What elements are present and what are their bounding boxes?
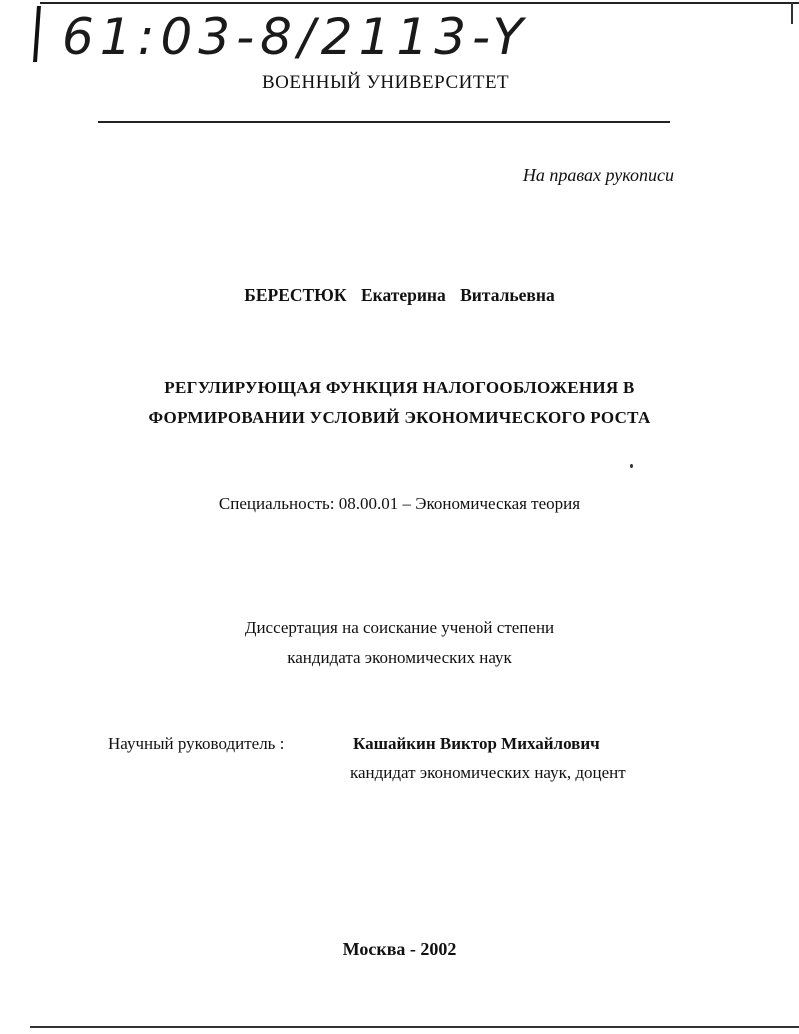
manuscript-rights-note: На правах рукописи xyxy=(522,165,674,185)
degree-line: Диссертация на соискание ученой степени xyxy=(244,618,555,637)
city-year: Москва - 2002 xyxy=(342,939,457,959)
scan-edge-mark xyxy=(33,6,41,62)
scan-speck xyxy=(630,464,633,468)
thesis-title xyxy=(0,373,799,433)
author-name: БЕРЕСТЮК Екатерина Витальевна xyxy=(244,285,555,305)
supervisor-label: Научный руководитель : xyxy=(108,734,285,753)
scan-edge-bottom xyxy=(30,1026,799,1028)
degree-line: кандидата экономических наук xyxy=(287,648,512,667)
specialty-line: Специальность: 08.00.01 – Экономическая теория xyxy=(218,494,581,513)
handwritten-archive-code: 61:03-8/2113-Y xyxy=(62,8,529,66)
thesis-title-line: ФОРМИРОВАНИИ УСЛОВИЙ ЭКОНОМИЧЕСКОГО РОСТА xyxy=(148,408,651,427)
thesis-title-line: РЕГУЛИРУЮЩАЯ ФУНКЦИЯ НАЛОГООБЛОЖЕНИЯ В xyxy=(164,378,635,397)
header-divider xyxy=(98,121,670,123)
scan-edge-right xyxy=(791,2,793,24)
supervisor-rank: кандидат экономических наук, доцент xyxy=(350,763,626,782)
scan-edge-top xyxy=(40,2,799,4)
institution-name: ВОЕННЫЙ УНИВЕРСИТЕТ xyxy=(262,72,510,93)
degree-statement xyxy=(0,613,799,673)
supervisor-name: Кашайкин Виктор Михайлович xyxy=(353,734,600,753)
